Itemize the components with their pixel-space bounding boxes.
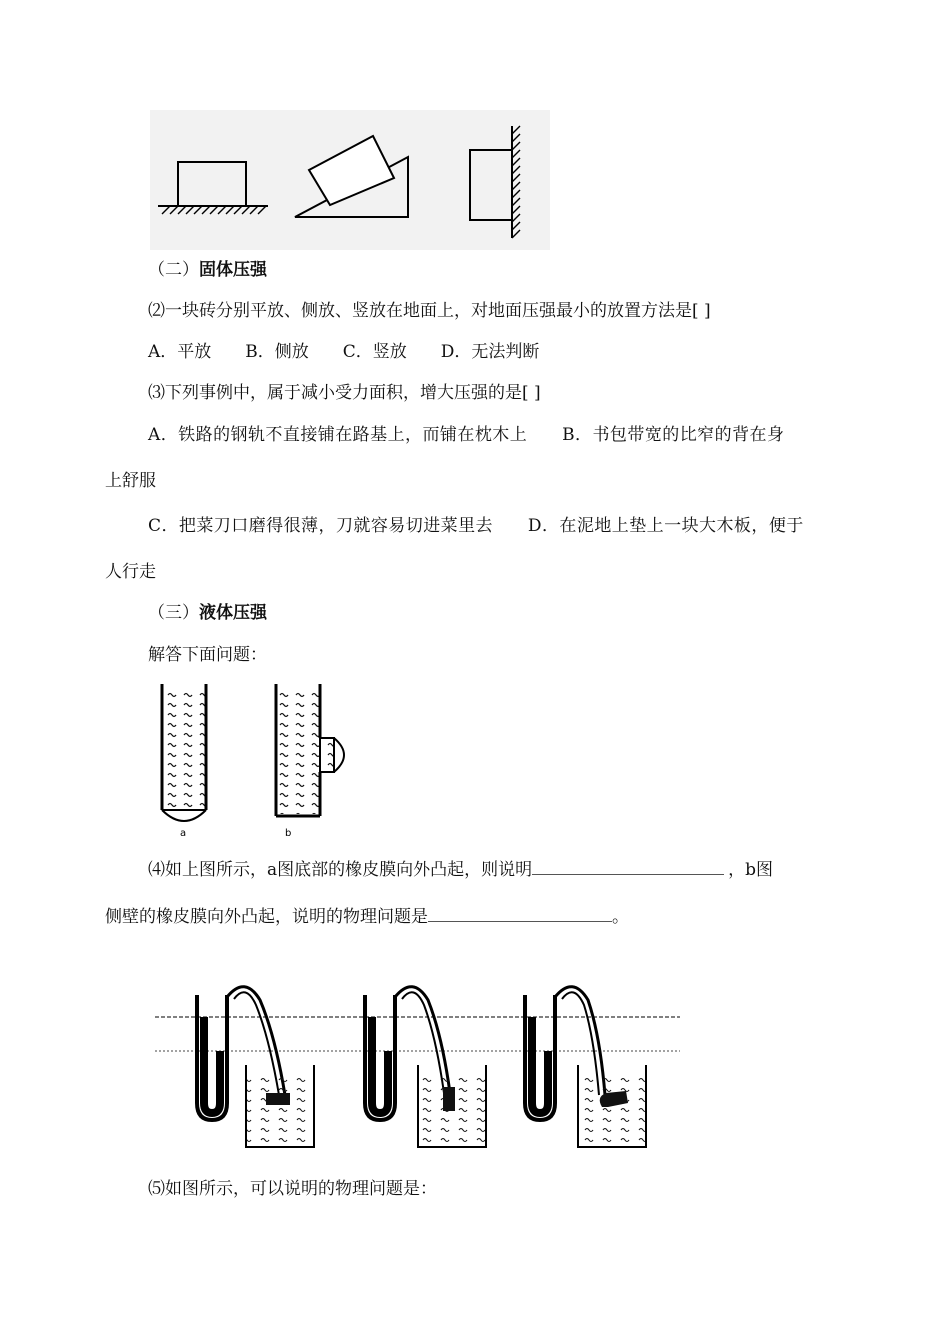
question-3-options-cd-cont: 人行走 [105,562,156,582]
tube-a [162,684,206,839]
question-3-options-ab-cont: 上舒服 [105,471,156,491]
question-4-text-c: 侧壁的橡皮膜向外凸起，说明的物理问题是 [105,907,428,927]
manometer-figure [150,975,690,1155]
tube-b [276,684,344,839]
question-3-options-ab: A．铁路的钢轨不直接铺在路基上，而铺在枕木上 B．书包带宽的比窄的背在身 [148,425,785,445]
section-heading-liquid-pressure [148,602,267,624]
answer-blank-2[interactable] [428,904,612,922]
question-4-text-d: 。 [612,907,629,927]
manometer-1 [197,987,314,1147]
rubber-membrane-tubes-figure [150,680,360,840]
section-title: 固体压强 [199,260,267,280]
section-title: 液体压强 [199,603,267,623]
section-intro: 解答下面问题： [148,645,267,665]
question-2-stem: ⑵一块砖分别平放、侧放、竖放在地面上，对地面压强最小的放置方法是[ ] [148,301,711,321]
question-5-stem: ⑸如图所示，可以说明的物理问题是： [148,1179,437,1199]
tube-b-label: b [285,828,292,839]
question-4-line2 [105,904,629,928]
question-3-options-cd: C．把菜刀口磨得很薄，刀就容易切进菜里去 D．在泥地上垫上一块大木板，便于 [148,516,804,536]
section-number: （二） [148,260,199,280]
manometer-2 [365,987,486,1147]
manometer-3 [525,987,646,1147]
tube-a-label: a [180,828,187,839]
question-3-stem: ⑶下列事例中，属于减小受力面积，增大压强的是[ ] [148,383,541,403]
question-4-text-b: ，b图 [728,860,774,880]
section-heading-solid-pressure [148,259,267,281]
block-pressure-figure [150,110,550,250]
question-4-line1 [148,857,773,881]
answer-blank-1[interactable] [532,857,724,875]
section-number: （三） [148,603,199,623]
question-2-options: A．平放 B．侧放 C．竖放 D．无法判断 [148,342,540,362]
question-4-text-a: ⑷如上图所示，a图底部的橡皮膜向外凸起，则说明 [148,860,533,880]
